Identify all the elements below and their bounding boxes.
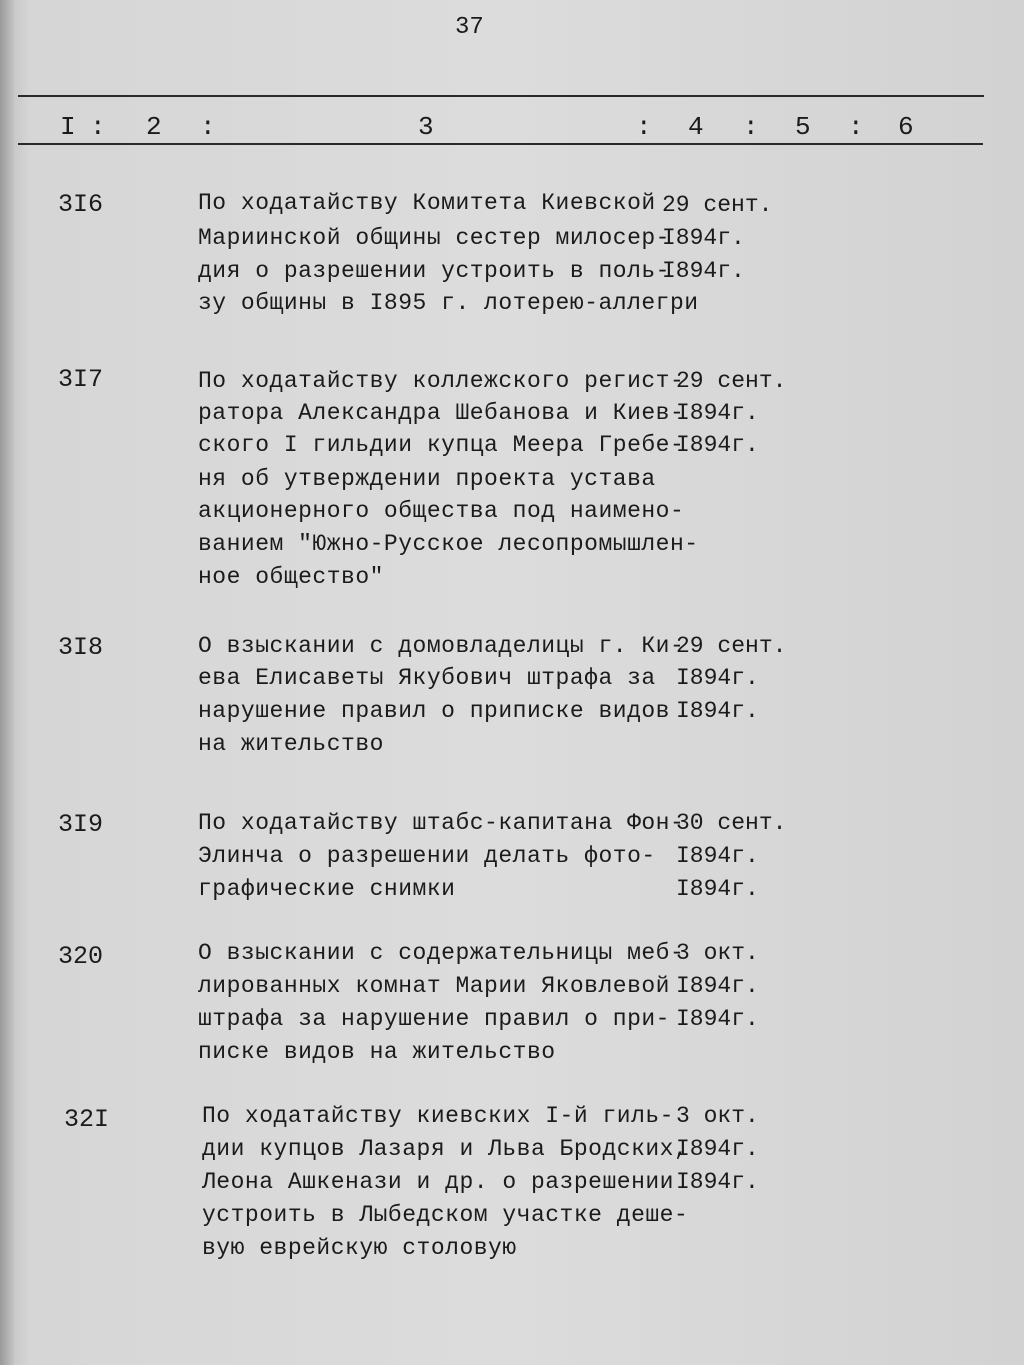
entry-description-line: акционерного общества под наимено- xyxy=(198,498,685,524)
entry-description-line: ратора Александра Шебанова и Киев- xyxy=(198,400,685,426)
column-header-2: 2 xyxy=(146,112,164,142)
entry-description-line: ное общество" xyxy=(198,564,384,590)
entry-description-line: нарушение правил о приписке видов xyxy=(198,698,670,724)
entry-date: I894г. xyxy=(676,432,759,458)
entry-description-line: ня об утверждении проекта устава xyxy=(198,466,656,492)
column-header-5: 5 xyxy=(795,112,813,142)
entry-description-line: По ходатайству киевских I-й гиль- xyxy=(202,1103,674,1129)
entry-date: 29 сент. xyxy=(662,192,773,218)
entry-date: I894г. xyxy=(676,1169,759,1195)
entry-description-line: писке видов на жительство xyxy=(198,1039,556,1065)
entry-number: 32I xyxy=(64,1105,110,1134)
entry-date: I894г. xyxy=(676,843,759,869)
entry-date: I894г. xyxy=(676,876,759,902)
column-header-6: 6 xyxy=(898,112,916,142)
entry-description-line: ского I гильдии купца Меера Гребе- xyxy=(198,432,685,458)
entry-description-line: По ходатайству коллежского регист- xyxy=(198,368,685,394)
entry-date: I894г. xyxy=(676,1136,759,1162)
entry-description-line: лированных комнат Марии Яковлевой xyxy=(198,973,670,999)
entry-number: 3I9 xyxy=(58,810,104,839)
entry-description-line: ева Елисаветы Якубович штрафа за xyxy=(198,665,656,691)
entry-date: I894г. xyxy=(676,400,759,426)
entry-description-line: По ходатайству штабс-капитана Фон- xyxy=(198,810,685,836)
entry-date: 29 сент. xyxy=(676,368,787,394)
entry-description-line: на жительство xyxy=(198,731,384,757)
column-separator: : xyxy=(848,112,864,142)
header-rule-top xyxy=(18,95,984,97)
header-rule-bottom xyxy=(18,143,983,145)
entry-description-line: дия о разрешении устроить в поль- xyxy=(198,258,670,284)
entry-date: I894г. xyxy=(676,1006,759,1032)
entry-number: 3I8 xyxy=(58,633,104,662)
entry-description-line: устроить в Лыбедском участке деше- xyxy=(202,1202,689,1228)
column-separator: : xyxy=(743,112,759,142)
entry-number: 3I7 xyxy=(58,365,104,394)
entry-number: 3I6 xyxy=(58,190,104,219)
entry-description-line: зу общины в I895 г. лотерею-аллегри xyxy=(198,290,699,316)
column-header-4: 4 xyxy=(688,112,706,142)
column-separator: : xyxy=(636,112,652,142)
entry-description-line: По ходатайству Комитета Киевской xyxy=(198,190,656,216)
entry-description-line: штрафа за нарушение правил о при- xyxy=(198,1006,670,1032)
entry-number: 320 xyxy=(58,942,104,971)
column-separator: : xyxy=(200,112,216,142)
page-number: 37 xyxy=(455,14,484,41)
entry-date: I894г. xyxy=(662,225,745,251)
entry-description-line: О взыскании с содержательницы меб- xyxy=(198,940,685,966)
entry-date: I894г. xyxy=(676,698,759,724)
entry-description-line: графические снимки xyxy=(198,876,456,902)
entry-date: 30 сент. xyxy=(676,810,787,836)
entry-description-line: О взыскании с домовладелицы г. Ки- xyxy=(198,633,685,659)
entry-description-line: Элинча о разрешении делать фото- xyxy=(198,843,656,869)
entry-description-line: ванием "Южно-Русское лесопромышлен- xyxy=(198,531,699,557)
entry-date: I894г. xyxy=(676,973,759,999)
column-header-3: 3 xyxy=(418,112,436,142)
column-header-1: I xyxy=(60,112,78,142)
entry-description-line: Леона Ашкенази и др. о разрешении xyxy=(202,1169,674,1195)
entry-date: 3 окт. xyxy=(676,940,759,966)
entry-description-line: Мариинской общины сестер милосер- xyxy=(198,225,670,251)
entry-date: 29 сент. xyxy=(676,633,787,659)
entry-description-line: дии купцов Лазаря и Льва Бродских, xyxy=(202,1136,689,1162)
entry-date: 3 окт. xyxy=(676,1103,759,1129)
entry-description-line: вую еврейскую столовую xyxy=(202,1235,517,1261)
entry-date: I894г. xyxy=(662,258,745,284)
page-binding-edge xyxy=(0,0,14,1365)
column-separator: : xyxy=(90,112,106,142)
entry-date: I894г. xyxy=(676,665,759,691)
